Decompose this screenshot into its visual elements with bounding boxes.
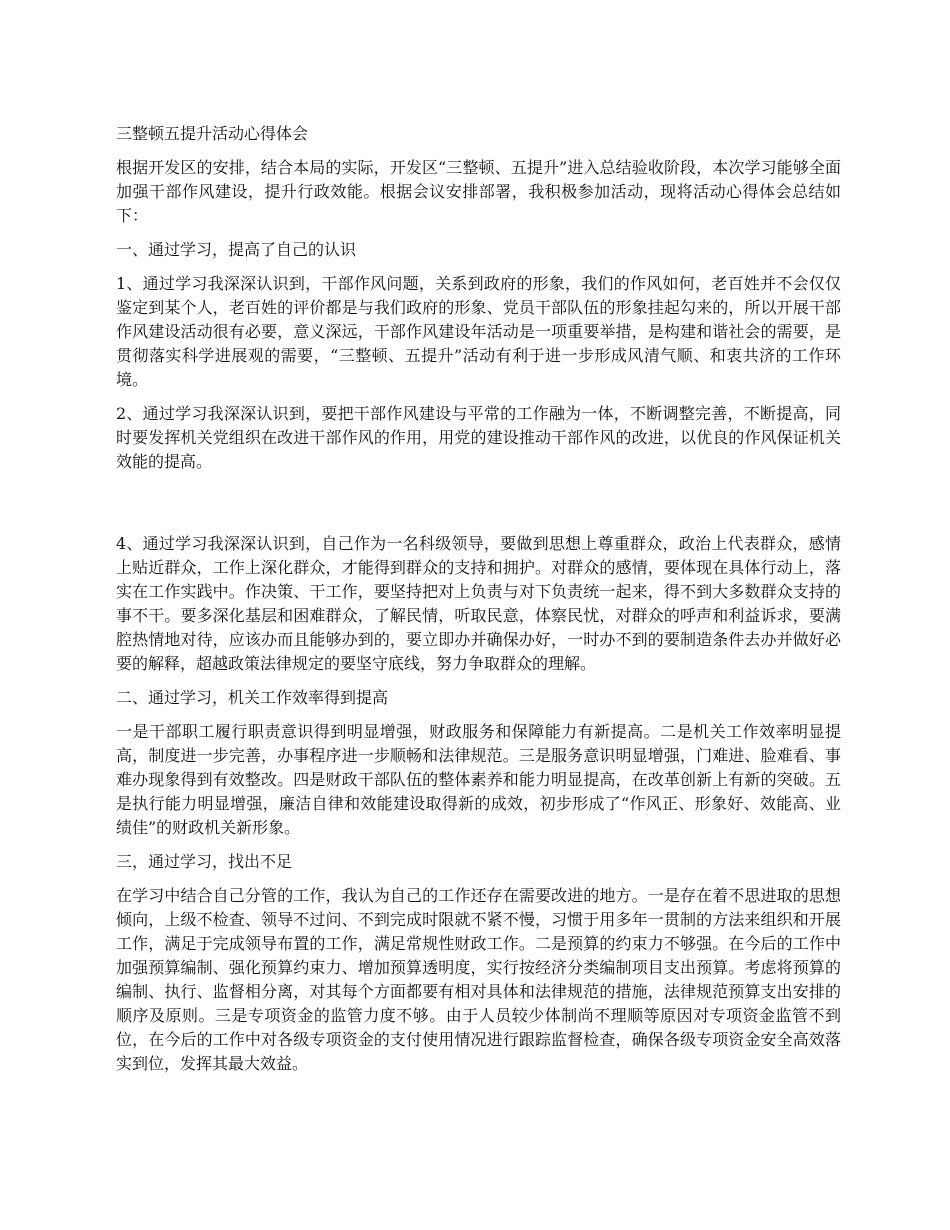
section-3-heading: 三，通过学习，找出不足: [116, 852, 293, 871]
section-1-item-4: 4、通过学习我深深认识到，自己作为一名科级领导，要做到思想上尊重群众，政治上代表群众，感情上贴近群众，工作上深化群众，才能得到群众的支持和拥护。对群众的感情，要体现在具体行动上，落实在工作实践中。作决策、干工作，要坚持把对上负责与对下负责统一起来，得不到大多数群众支持的事不干。要多深化基层和困难群众，了解民情，听取民意，体察民忧，对群众的呼声和利益诉求，要满腔热情地对待，应该办而且能够办到的，要立即办并确保办好，一时办不到的要制造条件去办并做好必要的解释，超越政策法律规定的要坚守底线，努力争取群众的理解。: [116, 534, 841, 673]
section-1-heading: 一、通过学习，提高了自己的认识: [116, 240, 357, 259]
section-2-body: 一是干部职工履行职责意识得到明显增强，财政服务和保障能力有新提高。二是机关工作效率明显提高，制度进一步完善，办事程序进一步顺畅和法律规范。三是服务意识明显增强，门难进、脸难看、事难办现象得到有效整改。四是财政干部队伍的整体素养和能力明显提高，在改革创新上有新的突破。五是执行能力明显增强，廉洁自律和效能建设取得新的成效，初步形成了“作风正、形象好、效能高、业绩佳”的财政机关新形象。: [116, 722, 841, 837]
section-2-heading: 二、通过学习，机关工作效率得到提高: [116, 688, 389, 707]
document-page: [116, 122, 841, 1086]
intro-paragraph: 根据开发区的安排，结合本局的实际，开发区“三整顿、五提升”进入总结验收阶段，本次学习能够全面加强干部作风建设，提升行政效能。根据会议安排部署，我积极参加活动，现将活动心得体会总结如下：: [116, 158, 841, 225]
document-title: 三整顿五提升活动心得体会: [116, 124, 309, 143]
section-3-body: 在学习中结合自己分管的工作，我认为自己的工作还存在需要改进的地方。一是存在着不思进取的思想倾向，上级不检查、领导不过问、不到完成时限就不紧不慢，习惯于用多年一贯制的方法来组织和开展工作，满足于完成领导布置的工作，满足常规性财政工作。二是预算的约束力不够强。在今后的工作中加强预算编制、强化预算约束力、增加预算透明度，实行按经济分类编制项目支出预算。考虑将预算的编制、执行、监督相分离，对其每个方面都要有相对具体和法律规范的措施，法律规范预算支出安排的顺序及原则。三是专项资金的监管力度不够。由于人员较少体制尚不理顺等原因对专项资金监管不到位，在今后的工作中对各级专项资金的支付使用情况进行跟踪监督检查，确保各级专项资金安全高效落实到位，发挥其最大效益。: [116, 886, 841, 1073]
section-1-item-2: 2、通过学习我深深认识到，要把干部作风建设与平常的工作融为一体，不断调整完善，不断提高，同时要发挥机关党组织在改进干部作风的作用，用党的建设推动干部作风的改进，以优良的作风保证机关效能的提高。: [116, 404, 841, 471]
section-1-item-1: 1、通过学习我深深认识到，干部作风问题，关系到政府的形象，我们的作风如何，老百姓并不会仅仅鉴定到某个人，老百姓的评价都是与我们政府的形象、党员干部队伍的形象挂起勾来的，所以开展干部作风建设活动很有必要，意义深远，干部作风建设年活动是一项重要举措，是构建和谐社会的需要，是贯彻落实科学进展观的需要，“三整顿、五提升”活动有利于进一步形成风清气顺、和衷共济的工作环境。: [116, 274, 841, 389]
blank-gap: [116, 484, 841, 532]
